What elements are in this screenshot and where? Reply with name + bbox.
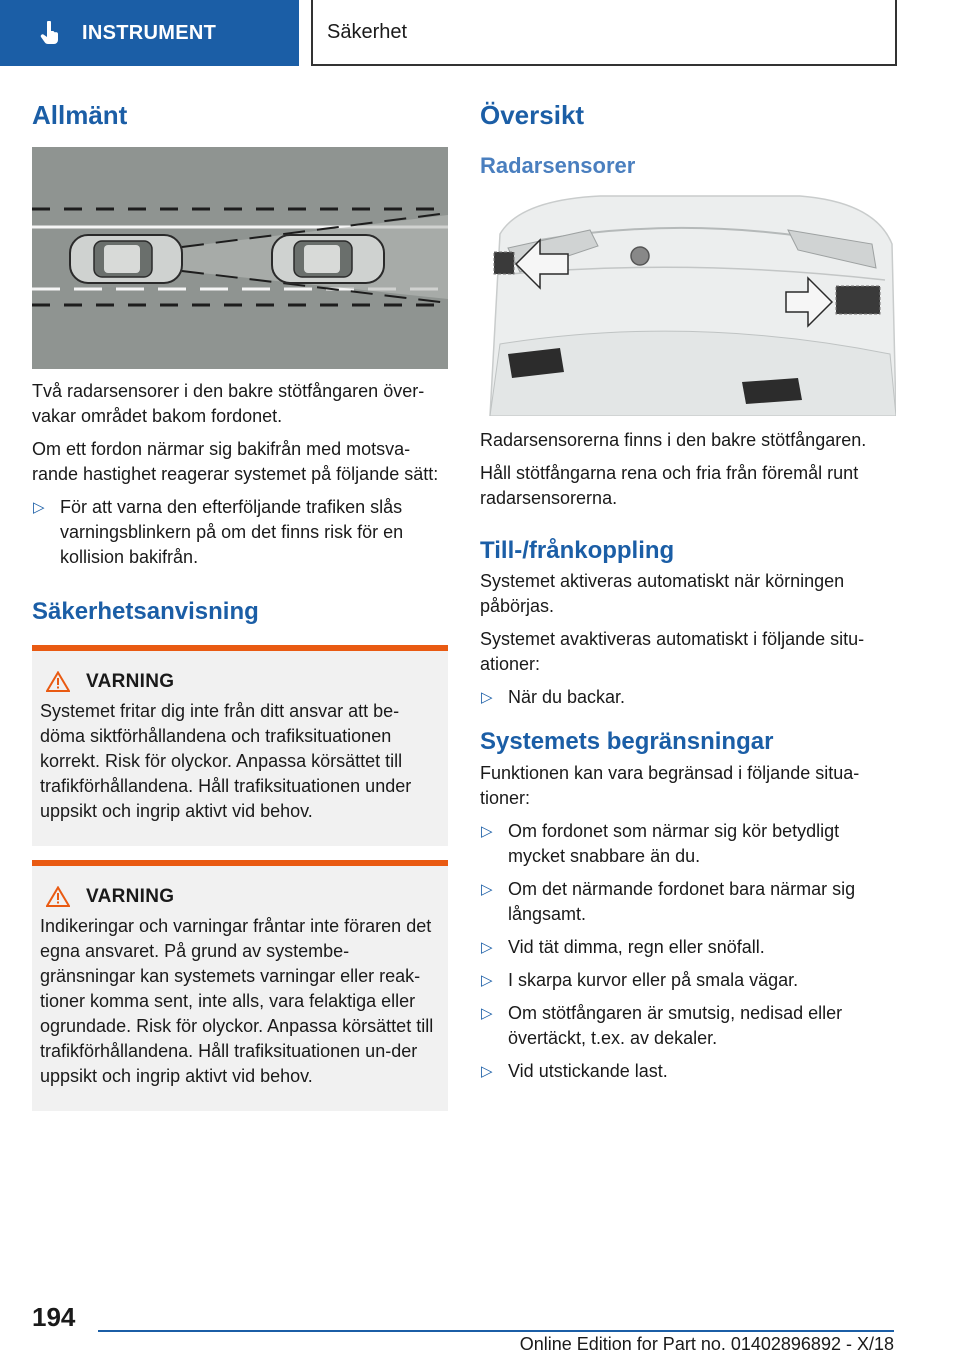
list-item: ▷ När du backar.: [480, 685, 896, 710]
keep-clean-paragraph: Håll stötfångarna rena och fria från föremål runt radarsensorerna.: [480, 462, 859, 508]
intro-paragraph: Två radarsensorer i den bakre stötfångaren över-vakar området bakom fordonet.: [32, 381, 425, 427]
edition-note: Online Edition for Part no. 01402896892 - X/18: [519, 1334, 894, 1354]
warning-title: VARNING: [86, 670, 175, 692]
limits-list: [480, 819, 896, 1084]
bullet-triangle-icon: ▷: [481, 939, 493, 957]
list-item: ▷ Vid utstickande last.: [480, 1059, 896, 1084]
deactivation-list: [480, 685, 896, 710]
hand-pointer-icon: [40, 21, 60, 45]
heading-safety: Säkerhetsanvisning: [32, 598, 259, 626]
deactivation-paragraph: Systemet avaktiveras automatiskt i följande situ-ationer:: [480, 629, 865, 675]
bullet-triangle-icon: ▷: [481, 689, 493, 707]
list-item: ▷ Om det närmande fordonet bara närmar sig långsamt.: [481, 879, 856, 925]
bullet-triangle-icon: ▷: [481, 1063, 493, 1081]
left-column: [32, 96, 448, 1111]
warning-triangle-icon: [46, 886, 70, 907]
bullet-triangle-icon: ▷: [33, 499, 45, 517]
list-item: ▷ Om stötfångaren är smutsig, nedisad eller övertäckt, t.ex. av dekaler.: [481, 1003, 843, 1049]
bullet-triangle-icon: ▷: [481, 972, 493, 990]
bullet-triangle-icon: ▷: [481, 1005, 493, 1023]
warning-text: Systemet fritar dig inte från ditt ansvar att be-döma siktförhållandena och trafiksituationen korrekt. Risk för olyckor. Anpassa körsättet till trafikförhållandena. Håll trafiksituationen under uppsikt och ingrip aktivt vid behov.: [40, 700, 412, 821]
chapter-tab-label: INSTRUMENT: [82, 21, 217, 44]
sensor-location-paragraph: Radarsensorerna finns i den bakre stötfångaren.: [480, 429, 867, 450]
radar-coverage-diagram: [32, 147, 448, 369]
list-item: ▷ I skarpa kurvor eller på smala vägar.: [480, 968, 896, 993]
chapter-tab[interactable]: [0, 0, 299, 66]
footer-divider: [98, 1330, 894, 1332]
behaviour-paragraph: Om ett fordon närmar sig bakifrån med motsva-rande hastighet reagerar systemet på följande sätt:: [32, 439, 439, 485]
warning-box: [32, 645, 448, 846]
warning-box: [32, 860, 448, 1111]
bullet-triangle-icon: ▷: [481, 881, 493, 899]
section-title: Säkerhet: [311, 0, 897, 66]
list-item: ▷ Vid tät dimma, regn eller snöfall.: [480, 935, 896, 960]
warning-text: Indikeringar och varningar fråntar inte föraren det egna ansvaret. På grund av systembe-gränsningar kan systemets varningar eller reak-tioner komma sent, inte alls, vara felaktiga eller ogrundade. Risk för olyckor. Anpassa körsättet till trafikförhållandena. Håll trafiksituationen un-der uppsikt och ingrip aktivt vid behov.: [40, 915, 434, 1086]
rear-bumper-sensors-photo: [480, 194, 896, 416]
heading-overview: Översikt: [480, 100, 585, 130]
limits-paragraph: Funktionen kan vara begränsad i följande situa-tioner:: [480, 763, 860, 809]
list-item: ▷ Om fordonet som närmar sig kör betydligt mycket snabbare än du.: [481, 821, 840, 867]
list-item: ▷ För att varna den efterföljande trafiken slås varningsblinkern på om det finns risk för en kollision bakifrån.: [33, 497, 404, 568]
heading-switch: Till-/frånkoppling: [480, 536, 675, 564]
behaviour-list: [32, 495, 448, 570]
subheading-radar: Radarsensorer: [480, 153, 636, 179]
activation-paragraph: Systemet aktiveras automatiskt när körningen påbörjas.: [480, 571, 845, 617]
page-number: 194: [32, 1302, 76, 1332]
warning-title: VARNING: [86, 885, 175, 907]
right-column: [480, 96, 896, 1092]
bullet-triangle-icon: ▷: [481, 823, 493, 841]
heading-general: Allmänt: [32, 100, 128, 130]
heading-limits: Systemets begränsningar: [480, 728, 774, 756]
warning-triangle-icon: [46, 671, 70, 692]
